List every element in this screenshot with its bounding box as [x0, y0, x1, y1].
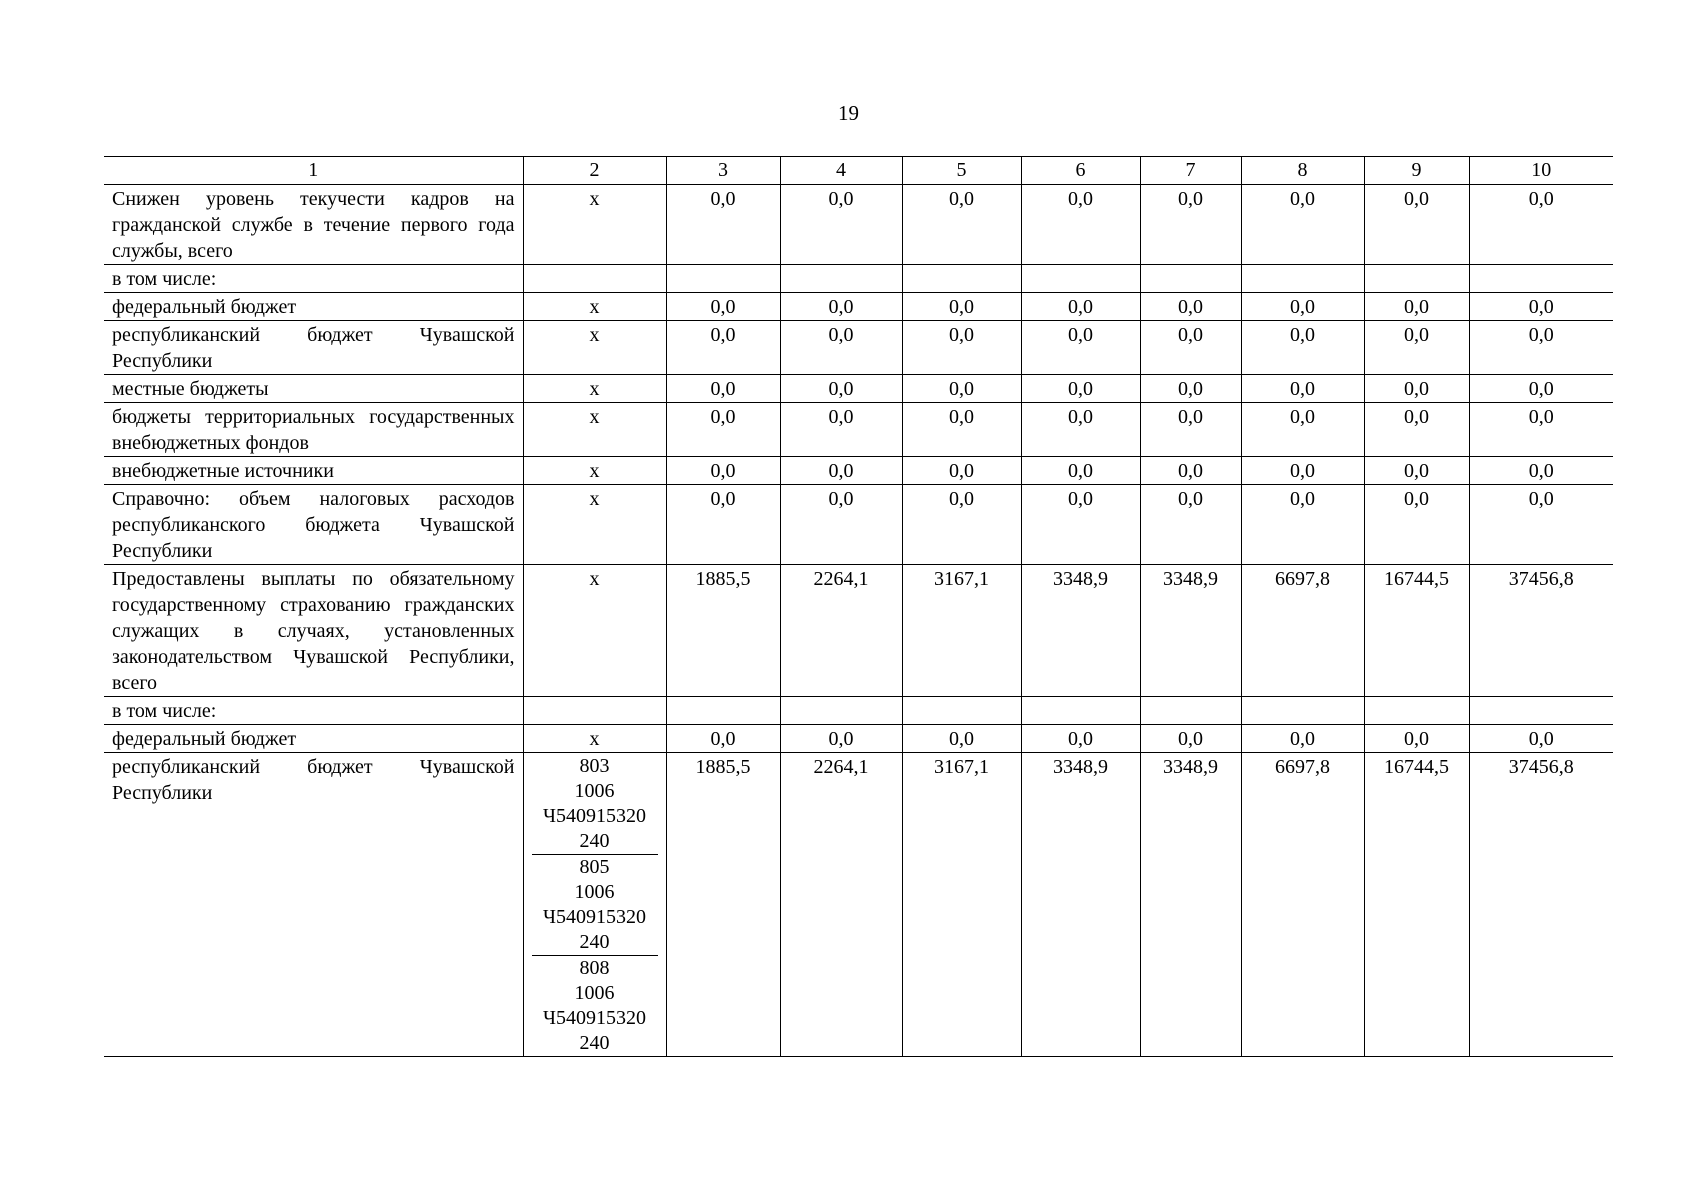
row-description: Предоставлены выплаты по обязательному государственному страхованию гражданских служащих в случаях, установленных законодательством Чувашской Республики, всего	[104, 565, 523, 697]
row-value: 0,0	[902, 185, 1021, 265]
row-value: 0,0	[780, 375, 902, 403]
row-value: 16744,5	[1364, 565, 1469, 697]
table-row	[104, 293, 1613, 321]
row-value: 0,0	[1021, 185, 1140, 265]
row-value: 0,0	[1021, 321, 1140, 375]
row-value: 0,0	[780, 293, 902, 321]
row-value: 0,0	[1140, 293, 1241, 321]
row-value: 16744,5	[1364, 753, 1469, 1057]
column-header: 6	[1021, 157, 1140, 185]
row-value: 0,0	[1364, 375, 1469, 403]
row-value	[1241, 697, 1364, 725]
row-value: 0,0	[1140, 403, 1241, 457]
row-description: федеральный бюджет	[104, 293, 523, 321]
row-value: 0,0	[1021, 293, 1140, 321]
row-value	[1364, 697, 1469, 725]
row-value	[1469, 265, 1613, 293]
row-value: 3348,9	[1021, 565, 1140, 697]
row-code: х	[523, 185, 666, 265]
row-value: 1885,5	[666, 753, 780, 1057]
row-value: 0,0	[902, 293, 1021, 321]
table-row	[104, 565, 1613, 697]
row-value: 0,0	[780, 725, 902, 753]
row-value: 6697,8	[1241, 565, 1364, 697]
row-value: 0,0	[1364, 457, 1469, 485]
row-value: 37456,8	[1469, 565, 1613, 697]
budget-table	[104, 156, 1613, 1057]
row-value	[666, 697, 780, 725]
row-value: 0,0	[666, 403, 780, 457]
row-value: 0,0	[666, 321, 780, 375]
row-value: 0,0	[1140, 375, 1241, 403]
header-row	[104, 157, 1613, 185]
row-value: 0,0	[780, 485, 902, 565]
column-header: 7	[1140, 157, 1241, 185]
row-value: 0,0	[1241, 485, 1364, 565]
code-line: 1006	[574, 881, 615, 903]
row-code: х	[523, 725, 666, 753]
row-value: 0,0	[666, 485, 780, 565]
row-value: 0,0	[1241, 457, 1364, 485]
table-row	[104, 697, 1613, 725]
row-code-stack	[523, 753, 666, 1057]
code-line: 803	[579, 755, 610, 777]
row-value: 3167,1	[902, 565, 1021, 697]
row-value	[1021, 697, 1140, 725]
row-value: 3348,9	[1021, 753, 1140, 1057]
row-value: 0,0	[1021, 403, 1140, 457]
row-value: 0,0	[1469, 293, 1613, 321]
code-block	[532, 754, 658, 855]
row-value: 0,0	[1469, 403, 1613, 457]
code-line: Ч540915320	[543, 805, 646, 827]
row-value: 2264,1	[780, 565, 902, 697]
row-value: 0,0	[902, 321, 1021, 375]
row-value: 0,0	[1140, 321, 1241, 375]
row-value: 0,0	[1140, 725, 1241, 753]
code-line: Ч540915320	[543, 1007, 646, 1029]
column-header: 10	[1469, 157, 1613, 185]
row-value: 0,0	[902, 375, 1021, 403]
table-row	[104, 375, 1613, 403]
row-value: 0,0	[1469, 725, 1613, 753]
row-value: 0,0	[1364, 321, 1469, 375]
row-value	[902, 697, 1021, 725]
row-value: 0,0	[1469, 375, 1613, 403]
table-row	[104, 725, 1613, 753]
row-value: 0,0	[666, 293, 780, 321]
row-value: 0,0	[1364, 185, 1469, 265]
code-line: 240	[579, 830, 610, 852]
column-header: 2	[523, 157, 666, 185]
row-value	[902, 265, 1021, 293]
row-description: в том числе:	[104, 265, 523, 293]
row-code: х	[523, 485, 666, 565]
column-header: 5	[902, 157, 1021, 185]
row-value: 0,0	[1241, 725, 1364, 753]
row-description: бюджеты территориальных государственных внебюджетных фондов	[104, 403, 523, 457]
code-line: 240	[579, 931, 610, 953]
row-description: Справочно: объем налоговых расходов республиканского бюджета Чувашской Республики	[104, 485, 523, 565]
code-line: 808	[579, 957, 610, 979]
column-header: 8	[1241, 157, 1364, 185]
row-value: 3167,1	[902, 753, 1021, 1057]
row-value: 3348,9	[1140, 565, 1241, 697]
row-description: местные бюджеты	[104, 375, 523, 403]
row-value: 0,0	[666, 457, 780, 485]
column-header: 4	[780, 157, 902, 185]
code-block	[532, 855, 658, 956]
row-code: х	[523, 321, 666, 375]
code-block	[532, 956, 658, 1056]
row-value: 6697,8	[1241, 753, 1364, 1057]
row-code	[523, 697, 666, 725]
row-value: 0,0	[780, 403, 902, 457]
code-line: 1006	[574, 982, 615, 1004]
table-row	[104, 321, 1613, 375]
row-description: внебюджетные источники	[104, 457, 523, 485]
row-value	[780, 265, 902, 293]
row-value	[1021, 265, 1140, 293]
row-value: 0,0	[1364, 485, 1469, 565]
row-value: 0,0	[1469, 321, 1613, 375]
table-body	[104, 185, 1613, 1057]
table-row	[104, 185, 1613, 265]
table-header	[104, 157, 1613, 185]
row-value: 0,0	[780, 321, 902, 375]
table-row	[104, 753, 1613, 1057]
table-row	[104, 485, 1613, 565]
row-value: 0,0	[1469, 457, 1613, 485]
code-line: 240	[579, 1032, 610, 1054]
row-value: 1885,5	[666, 565, 780, 697]
row-value	[1140, 265, 1241, 293]
row-value: 0,0	[1364, 293, 1469, 321]
page-number: 19	[838, 101, 859, 125]
row-code: х	[523, 565, 666, 697]
column-header: 9	[1364, 157, 1469, 185]
row-value: 0,0	[1469, 185, 1613, 265]
row-value: 0,0	[1021, 375, 1140, 403]
row-value: 0,0	[902, 485, 1021, 565]
row-value: 0,0	[1241, 321, 1364, 375]
row-value: 0,0	[1241, 375, 1364, 403]
row-value: 0,0	[666, 375, 780, 403]
column-header: 1	[104, 157, 523, 185]
row-value: 3348,9	[1140, 753, 1241, 1057]
row-code	[523, 265, 666, 293]
row-description: Снижен уровень текучести кадров на гражданской службе в течение первого года службы, всего	[104, 185, 523, 265]
row-value: 0,0	[1241, 403, 1364, 457]
row-value: 0,0	[1241, 185, 1364, 265]
row-value	[780, 697, 902, 725]
column-header: 3	[666, 157, 780, 185]
row-code: х	[523, 375, 666, 403]
table-row	[104, 403, 1613, 457]
row-description: республиканский бюджет Чувашской Республики	[104, 753, 523, 1057]
row-value: 0,0	[1140, 185, 1241, 265]
row-value: 0,0	[902, 457, 1021, 485]
row-description: в том числе:	[104, 697, 523, 725]
row-value	[1140, 697, 1241, 725]
row-value: 0,0	[1241, 293, 1364, 321]
row-value: 0,0	[902, 403, 1021, 457]
code-line: 805	[579, 856, 610, 878]
row-value	[666, 265, 780, 293]
row-value: 0,0	[1021, 725, 1140, 753]
row-value: 2264,1	[780, 753, 902, 1057]
table-row	[104, 457, 1613, 485]
row-value	[1241, 265, 1364, 293]
row-value: 0,0	[1469, 485, 1613, 565]
row-value: 0,0	[1021, 457, 1140, 485]
row-value: 0,0	[666, 185, 780, 265]
row-code: х	[523, 293, 666, 321]
row-code: х	[523, 457, 666, 485]
row-description: федеральный бюджет	[104, 725, 523, 753]
code-line: Ч540915320	[543, 906, 646, 928]
row-value: 0,0	[1364, 403, 1469, 457]
row-value: 37456,8	[1469, 753, 1613, 1057]
row-value: 0,0	[780, 457, 902, 485]
row-value	[1469, 697, 1613, 725]
row-value: 0,0	[666, 725, 780, 753]
row-code: х	[523, 403, 666, 457]
row-value: 0,0	[902, 725, 1021, 753]
row-value: 0,0	[1140, 457, 1241, 485]
row-value: 0,0	[1021, 485, 1140, 565]
row-value: 0,0	[1364, 725, 1469, 753]
table-row	[104, 265, 1613, 293]
row-description: республиканский бюджет Чувашской Республики	[104, 321, 523, 375]
row-value: 0,0	[780, 185, 902, 265]
row-value: 0,0	[1140, 485, 1241, 565]
row-value	[1364, 265, 1469, 293]
code-line: 1006	[574, 780, 615, 802]
